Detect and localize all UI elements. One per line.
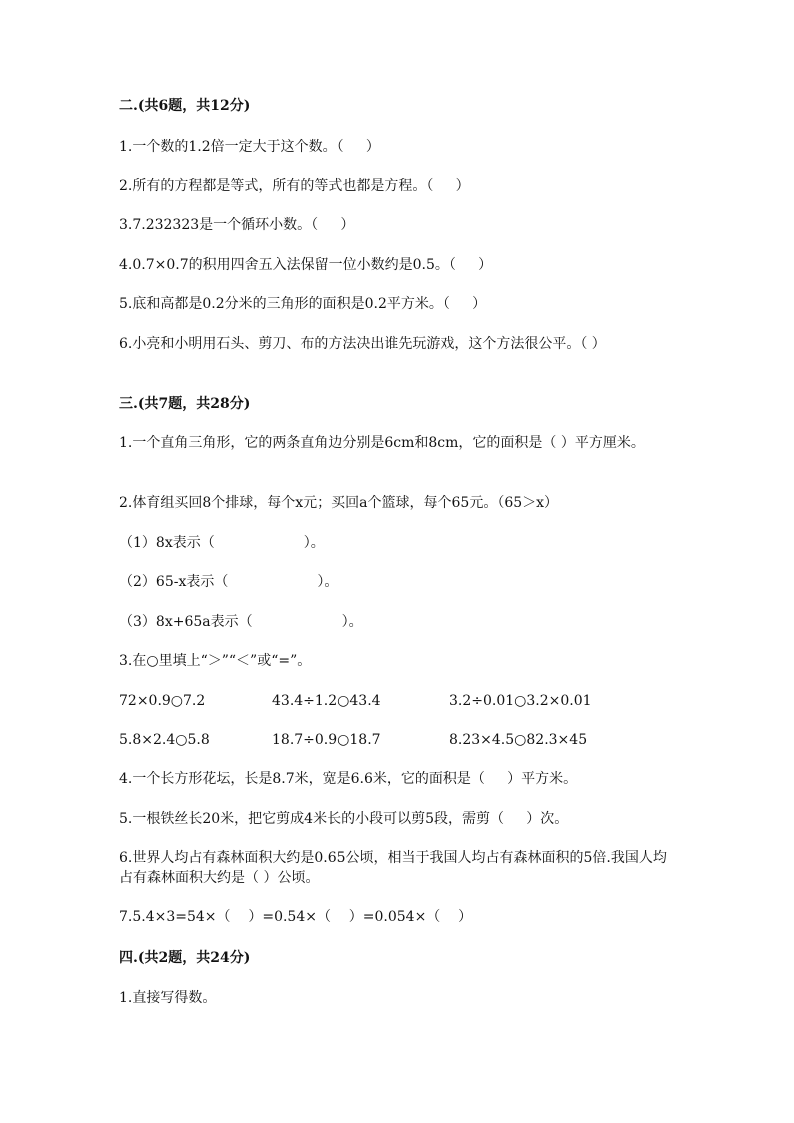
section-3-question-5: 5.一根铁丝长20米，把它剪成4米长的小段可以剪5段，需剪（ ）次。 <box>119 811 569 827</box>
section-4-question-1: 1.直接写得数。 <box>119 990 217 1006</box>
comparison-row-2 <box>119 730 679 750</box>
comparison-row-1 <box>119 691 679 711</box>
section-3-question-1: 1.一个直角三角形，它的两条直角边分别是6cm和8cm，它的面积是（ ）平方厘米。 <box>119 435 645 451</box>
section-2-item-6: 6.小亮和小明用石头、剪刀、布的方法决出谁先玩游戏，这个方法很公平。（ ） <box>119 336 606 352</box>
section-3-question-2-part-3: （3）8x+65a表示（ ）。 <box>119 614 363 630</box>
comparison-item: 43.4÷1.2○43.4 <box>272 693 381 709</box>
section-2-heading: 二.(共6题，共12分) <box>119 98 251 114</box>
section-3-question-4: 4.一个长方形花坛，长是8.7米，宽是6.6米，它的面积是（ ）平方米。 <box>119 771 578 787</box>
section-2-item-1: 1.一个数的1.2倍一定大于这个数。（ ） <box>119 139 380 155</box>
comparison-item: 5.8×2.4○5.8 <box>119 732 210 748</box>
section-2-item-4: 4.0.7×0.7的积用四舍五入法保留一位小数约是0.5。（ ） <box>119 257 493 273</box>
section-2-item-5: 5.底和高都是0.2分米的三角形的面积是0.2平方米。（ ） <box>119 296 487 312</box>
section-3-question-2: 2.体育组买回8个排球，每个x元；买回a个篮球，每个65元。（65＞x） <box>119 495 559 511</box>
section-2-item-3: 3.7.232323是一个循环小数。（ ） <box>119 217 355 233</box>
section-3-heading: 三.(共7题，共28分) <box>119 396 251 412</box>
comparison-item: 72×0.9○7.2 <box>119 693 206 709</box>
comparison-item: 8.23×4.5○82.3×45 <box>449 732 588 748</box>
section-3-question-7: 7.5.4×3=54×（ ）=0.54×（ ）=0.054×（ ） <box>119 909 473 925</box>
section-4-heading: 四.(共2题，共24分) <box>119 950 251 966</box>
section-3-question-2-part-2: （2）65-x表示（ ）。 <box>119 574 339 590</box>
section-3-question-2-part-1: （1）8x表示（ ）。 <box>119 535 325 551</box>
section-3-question-3: 3.在○里填上“＞”“＜”或“=”。 <box>119 653 312 669</box>
section-3-question-6: 6.世界人均占有森林面积大约是0.65公顷，相当于我国人均占有森林面积的5倍.我国人均占有森林面积大约是（ ）公顷。 <box>119 850 667 886</box>
comparison-item: 18.7÷0.9○18.7 <box>272 732 381 748</box>
comparison-item: 3.2÷0.01○3.2×0.01 <box>449 693 592 709</box>
section-2-item-2: 2.所有的方程都是等式，所有的等式也都是方程。（ ） <box>119 178 470 194</box>
